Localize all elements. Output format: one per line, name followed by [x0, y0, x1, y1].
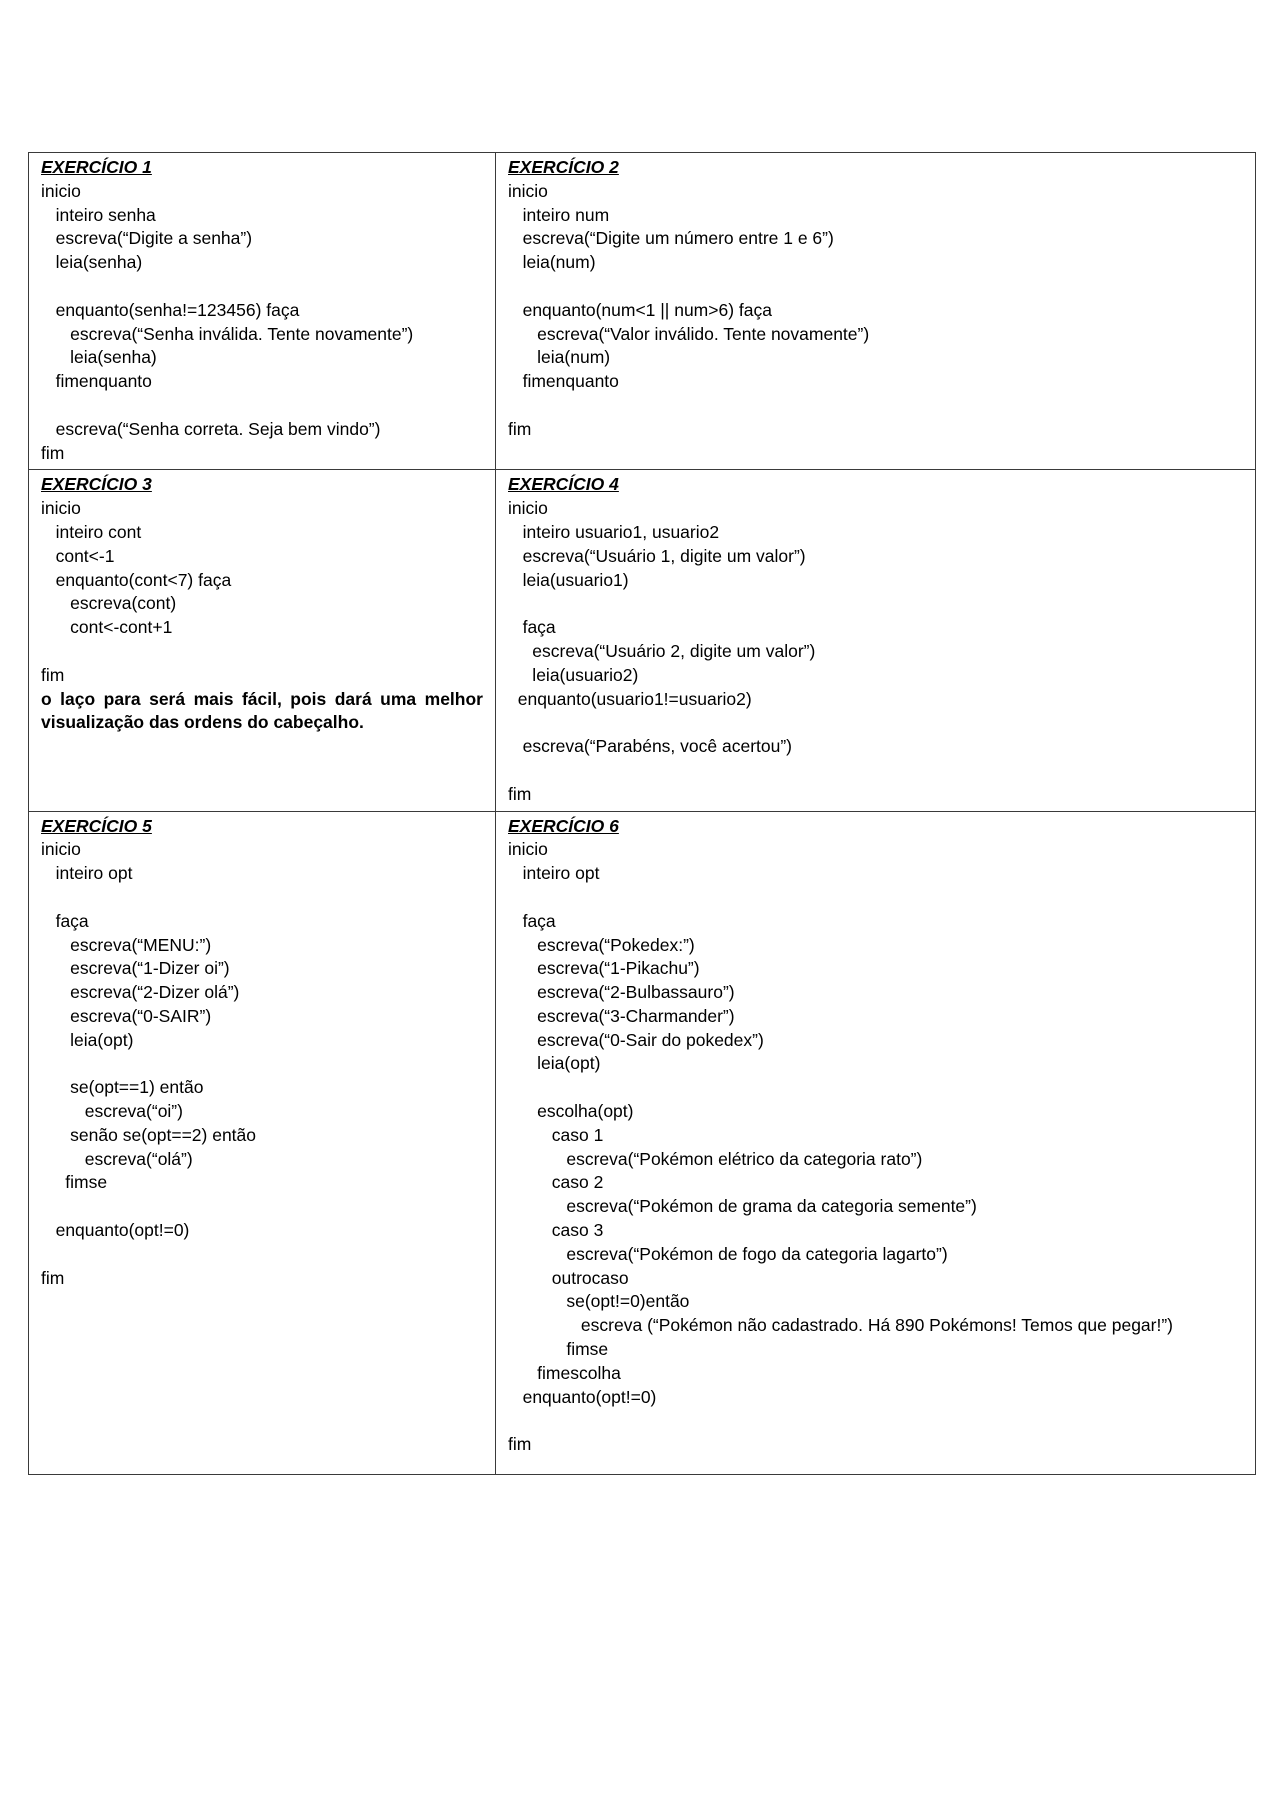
exercise-cell-5 — [29, 811, 496, 1474]
code-block — [508, 497, 1243, 806]
code-line: enquanto(cont<7) faça — [41, 569, 232, 590]
exercise-cell-6 — [496, 811, 1256, 1474]
code-line: fimenquanto — [41, 371, 152, 392]
code-line — [41, 1052, 483, 1076]
code-line: escreva(“1-Pikachu”) — [508, 958, 700, 979]
code-line: leia(num) — [508, 347, 611, 368]
code-line: inteiro usuario1, usuario2 — [508, 521, 720, 542]
code-line — [508, 1409, 1243, 1433]
code-line: outrocaso — [508, 1267, 629, 1288]
code-line: se(opt!=0)então — [508, 1291, 690, 1312]
code-line: escreva(“Digite a senha”) — [41, 228, 253, 249]
code-line: inicio — [41, 498, 81, 519]
code-line: leia(usuario2) — [508, 664, 639, 685]
code-line — [41, 394, 483, 418]
code-line: escreva(“Valor inválido. Tente novamente”) — [508, 323, 870, 344]
code-line: escreva(“Senha inválida. Tente novamente”) — [41, 323, 414, 344]
code-line: escreva(“Usuário 1, digite um valor”) — [508, 545, 806, 566]
code-line — [508, 711, 1243, 735]
code-line: enquanto(usuario1!=usuario2) — [508, 688, 752, 709]
code-line: escreva(“oi”) — [41, 1101, 183, 1122]
code-line: se(opt==1) então — [41, 1077, 204, 1098]
exercise-title: EXERCÍCIO 6 — [508, 815, 619, 836]
code-line: enquanto(opt!=0) — [41, 1220, 190, 1241]
code-line: fim — [41, 1267, 65, 1288]
code-line: faça — [41, 910, 89, 931]
exercise-table — [28, 152, 1256, 1475]
code-line: fim — [41, 442, 65, 463]
code-line: escreva(“Pokémon de grama da categoria semente”) — [508, 1196, 977, 1217]
code-line: leia(num) — [508, 252, 596, 273]
code-line: fim — [508, 1434, 532, 1455]
code-line: fimse — [41, 1172, 108, 1193]
code-line: enquanto(opt!=0) — [508, 1386, 657, 1407]
code-line: caso 1 — [508, 1124, 604, 1145]
code-line: inicio — [41, 180, 81, 201]
code-line — [508, 592, 1243, 616]
exercise-cell-3 — [29, 470, 496, 811]
exercise-title: EXERCÍCIO 4 — [508, 474, 619, 495]
code-line: inicio — [41, 839, 81, 860]
code-line: escreva(cont) — [41, 593, 177, 614]
code-line: escolha(opt) — [508, 1101, 634, 1122]
exercise-cell-4 — [496, 470, 1256, 811]
table-row — [29, 470, 1256, 811]
code-line: inteiro opt — [508, 863, 600, 884]
code-line: leia(opt) — [41, 1029, 134, 1050]
table-row — [29, 153, 1256, 470]
code-line: fim — [508, 418, 532, 439]
table-row — [29, 811, 1256, 1474]
code-block — [508, 838, 1243, 1457]
code-line: escreva (“Pokémon não cadastrado. Há 890 Pokémons! Temos que pegar!”) — [508, 1315, 1174, 1336]
code-line: escreva(“olá”) — [41, 1148, 193, 1169]
code-line: enquanto(senha!=123456) faça — [41, 299, 300, 320]
exercise-cell-1 — [29, 153, 496, 470]
code-line: leia(usuario1) — [508, 569, 629, 590]
code-line — [508, 1076, 1243, 1100]
code-block — [41, 180, 483, 466]
code-line: caso 3 — [508, 1220, 604, 1241]
code-line: faça — [508, 910, 556, 931]
exercise-cell-2 — [496, 153, 1256, 470]
code-line: escreva(“Pokedex:”) — [508, 934, 695, 955]
code-line: escreva(“2-Bulbassauro”) — [508, 982, 735, 1003]
code-line: escreva(“Pokémon de fogo da categoria lagarto”) — [508, 1243, 948, 1264]
code-line: escreva(“MENU:”) — [41, 934, 212, 955]
code-line: fimescolha — [508, 1362, 621, 1383]
code-line — [508, 886, 1243, 910]
code-block — [508, 180, 1243, 442]
code-line — [41, 1243, 483, 1267]
code-line: inteiro num — [508, 204, 610, 225]
code-line — [41, 886, 483, 910]
code-line: fimse — [508, 1339, 609, 1360]
exercise-title: EXERCÍCIO 5 — [41, 815, 152, 836]
code-block — [41, 838, 483, 1290]
exercise-title: EXERCÍCIO 1 — [41, 157, 152, 177]
code-line: escreva(“Pokémon elétrico da categoria rato”) — [508, 1148, 923, 1169]
answer-note: o laço para será mais fácil, pois dará uma melhor visualização das ordens do cabeçalho. — [41, 688, 483, 733]
code-line: caso 2 — [508, 1172, 604, 1193]
code-line: escreva(“0-Sair do pokedex”) — [508, 1029, 764, 1050]
code-line: fimenquanto — [508, 371, 619, 392]
code-line: inteiro senha — [41, 204, 156, 225]
code-line — [41, 275, 483, 299]
exercise-title: EXERCÍCIO 2 — [508, 157, 619, 177]
code-line — [508, 275, 1243, 299]
code-line: leia(senha) — [41, 252, 143, 273]
code-line: escreva(“3-Charmander”) — [508, 1005, 735, 1026]
code-line: enquanto(num<1 || num>6) faça — [508, 299, 772, 320]
code-line — [508, 394, 1243, 418]
code-line: escreva(“Usuário 2, digite um valor”) — [508, 640, 816, 661]
code-line: escreva(“Digite um número entre 1 e 6”) — [508, 228, 834, 249]
code-line: cont<-1 — [41, 545, 115, 566]
code-line: fim — [508, 783, 532, 804]
code-line — [508, 759, 1243, 783]
code-line: fim — [41, 664, 65, 685]
code-line: escreva(“1-Dizer oi”) — [41, 958, 230, 979]
code-block — [41, 497, 483, 687]
code-line: escreva(“2-Dizer olá”) — [41, 982, 240, 1003]
code-line: cont<-cont+1 — [41, 617, 173, 638]
code-line: inicio — [508, 180, 548, 201]
code-line: leia(senha) — [41, 347, 157, 368]
code-line: faça — [508, 617, 556, 638]
code-line: escreva(“Parabéns, você acertou”) — [508, 736, 793, 757]
exercise-sheet — [28, 152, 1255, 1475]
code-line: escreva(“Senha correta. Seja bem vindo”) — [41, 418, 381, 439]
code-line — [41, 1195, 483, 1219]
code-line: escreva(“0-SAIR”) — [41, 1005, 212, 1026]
code-line — [41, 640, 483, 664]
exercise-title: EXERCÍCIO 3 — [41, 474, 152, 495]
code-line: inicio — [508, 498, 548, 519]
code-line: leia(opt) — [508, 1053, 601, 1074]
code-line: inteiro opt — [41, 863, 133, 884]
code-line: inteiro cont — [41, 521, 142, 542]
code-line: inicio — [508, 839, 548, 860]
code-line: senão se(opt==2) então — [41, 1124, 257, 1145]
